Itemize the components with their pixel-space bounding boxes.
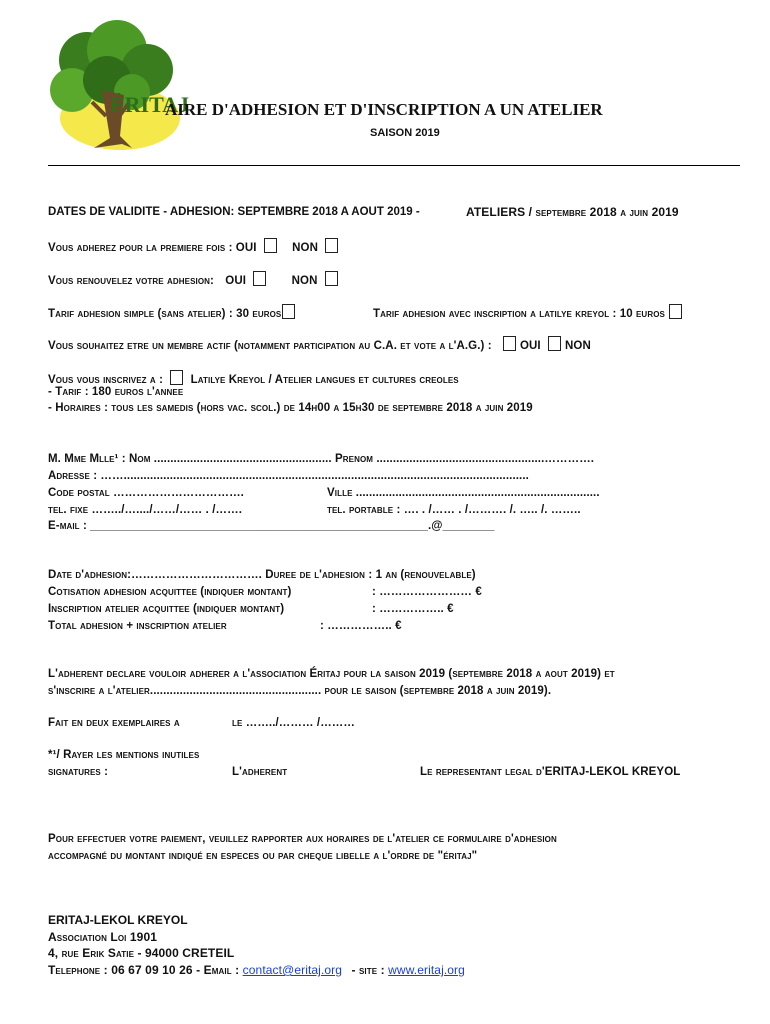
declaration-line2: s'inscrire a l'atelier.................................................... pour le saison (septembre 2018 a juin 2019).	[48, 685, 552, 697]
renew-non-checkbox[interactable]	[325, 271, 338, 286]
membre-non-label: NON	[565, 340, 591, 352]
total-label: Total adhesion + inscription atelier	[48, 620, 227, 632]
email-field[interactable]: E-mail : ____________________________________________________.@________	[48, 520, 495, 532]
ville-field[interactable]: Ville ..........................................................................	[327, 487, 600, 499]
renew-non-label: NON	[291, 275, 318, 287]
payment-line2: accompagné du montant indiqué en especes ou par cheque libelle a l'ordre de "éritaj"	[48, 850, 478, 862]
inscription-amount-field[interactable]: : …………….. €	[372, 603, 454, 615]
mentions-note: *¹/ Rayer les mentions inutiles	[48, 749, 200, 761]
fait-label: Fait en deux exemplaires a	[48, 717, 180, 729]
membre-oui-checkbox[interactable]	[503, 336, 516, 351]
site-label: - site :	[351, 963, 385, 977]
footer-org: ERITAJ-LEKOL KREYOL	[48, 913, 188, 927]
payment-line1: Pour effectuer votre paiement, veuillez rapporter aux horaires de l'atelier ce formulaire d'adhesion	[48, 833, 557, 845]
date-adhesion-field[interactable]: Date d'adhesion:……………………………. Duree de l'adhesion : 1 an (renouvelable)	[48, 569, 476, 581]
tarif-atelier-checkbox[interactable]	[669, 304, 682, 319]
membre-non-checkbox[interactable]	[548, 336, 561, 351]
latilye-checkbox[interactable]	[170, 370, 183, 385]
adherent-signature: L'adherent	[232, 766, 288, 778]
renew-oui-label: OUI	[225, 275, 247, 287]
footer-contact	[48, 963, 465, 977]
tarif-atelier	[373, 304, 686, 320]
declaration-line1: L'adherent declare vouloir adherer a l'association Éritaj pour la saison 2019 (septembre 2018 a aout 2019) et	[48, 668, 615, 680]
inscription-line	[48, 370, 459, 386]
membre-actif-label: Vous souhaitez etre un membre actif (notamment participation au C.A. et vote a l'A.G.) :	[48, 340, 492, 352]
membre-oui-label: OUI	[519, 340, 541, 352]
tel-fixe-field[interactable]: tel. fixe ……../…..../……/…… . /…….	[48, 504, 243, 516]
latilye-course: Latilye Kreyol / Atelier langues et cultures creoles	[190, 374, 459, 386]
season-label: SAISON 2019	[370, 127, 440, 139]
adresse-field[interactable]: Adresse : ……...........................................................................................................................	[48, 470, 529, 482]
logo-text: ÉRITAJ	[110, 92, 190, 117]
signatures-label: signatures :	[48, 766, 109, 778]
cotisation-amount-field[interactable]: : …………………… €	[372, 586, 482, 598]
tarif-simple	[48, 304, 299, 320]
fait-date-field[interactable]: le ……../……… /………	[232, 717, 355, 729]
code-postal-field[interactable]: Code postal …………………………….	[48, 487, 244, 499]
inscription-atelier-label: Inscription atelier acquittee (indiquer montant)	[48, 603, 285, 615]
renew-label: Vous renouvelez votre adhesion:	[48, 275, 214, 287]
footer-address: 4, rue Erik Satie - 94000 CRETEIL	[48, 946, 235, 960]
renew-question	[48, 271, 342, 287]
tel-portable-field[interactable]: tel. portable : …. . /…… . /………. /. ….. /. ……..	[327, 504, 581, 516]
ateliers-validity: ATELIERS / septembre 2018 a juin 2019	[466, 205, 679, 219]
total-amount-field[interactable]: : …………….. €	[320, 620, 402, 632]
header-divider	[48, 165, 740, 166]
representant-signature: Le representant legal d'ERITAJ-LEKOL KREYOL	[420, 766, 681, 778]
first-time-non-label: NON	[292, 242, 318, 254]
first-time-oui-checkbox[interactable]	[264, 238, 277, 253]
inscription-tarif: - Tarif : 180 euros l'annee	[48, 386, 184, 398]
tarif-atelier-label: Tarif adhesion avec inscription a latilye kreyol : 10 euros	[373, 308, 665, 320]
footer-phone: Telephone : 06 67 09 10 26 - Email :	[48, 963, 240, 977]
footer-assoc: Association Loi 1901	[48, 930, 157, 944]
cotisation-label: Cotisation adhesion acquittee (indiquer montant)	[48, 586, 292, 598]
tarif-simple-checkbox[interactable]	[282, 304, 295, 319]
inscription-horaires: - Horaires : tous les samedis (hors vac. scol.) de 14h00 a 15h30 de septembre 2018 a juin 2019	[48, 402, 533, 414]
renew-oui-checkbox[interactable]	[253, 271, 266, 286]
eritaj-logo	[32, 20, 182, 156]
first-time-question	[48, 238, 342, 254]
nom-field[interactable]: M. Mme Mlle¹ : Nom ...................................................... Prenom ...................................................………….	[48, 453, 595, 465]
website-link[interactable]: www.eritaj.org	[388, 963, 465, 977]
page-title: AIRE D'ADHESION ET D'INSCRIPTION A UN ATELIER	[165, 100, 603, 119]
validity-line: DATES DE VALIDITE - ADHESION: SEPTEMBRE 2018 A AOUT 2019 -	[48, 206, 420, 218]
first-time-non-checkbox[interactable]	[325, 238, 338, 253]
membre-actif-question	[48, 336, 591, 352]
first-time-label: Vous adherez pour la premiere fois : OUI	[48, 242, 257, 254]
email-link[interactable]: contact@eritaj.org	[242, 963, 343, 977]
tarif-simple-label: Tarif adhesion simple (sans atelier) : 30 euros	[48, 308, 282, 320]
inscription-lead: Vous vous inscrivez a :	[48, 374, 164, 386]
